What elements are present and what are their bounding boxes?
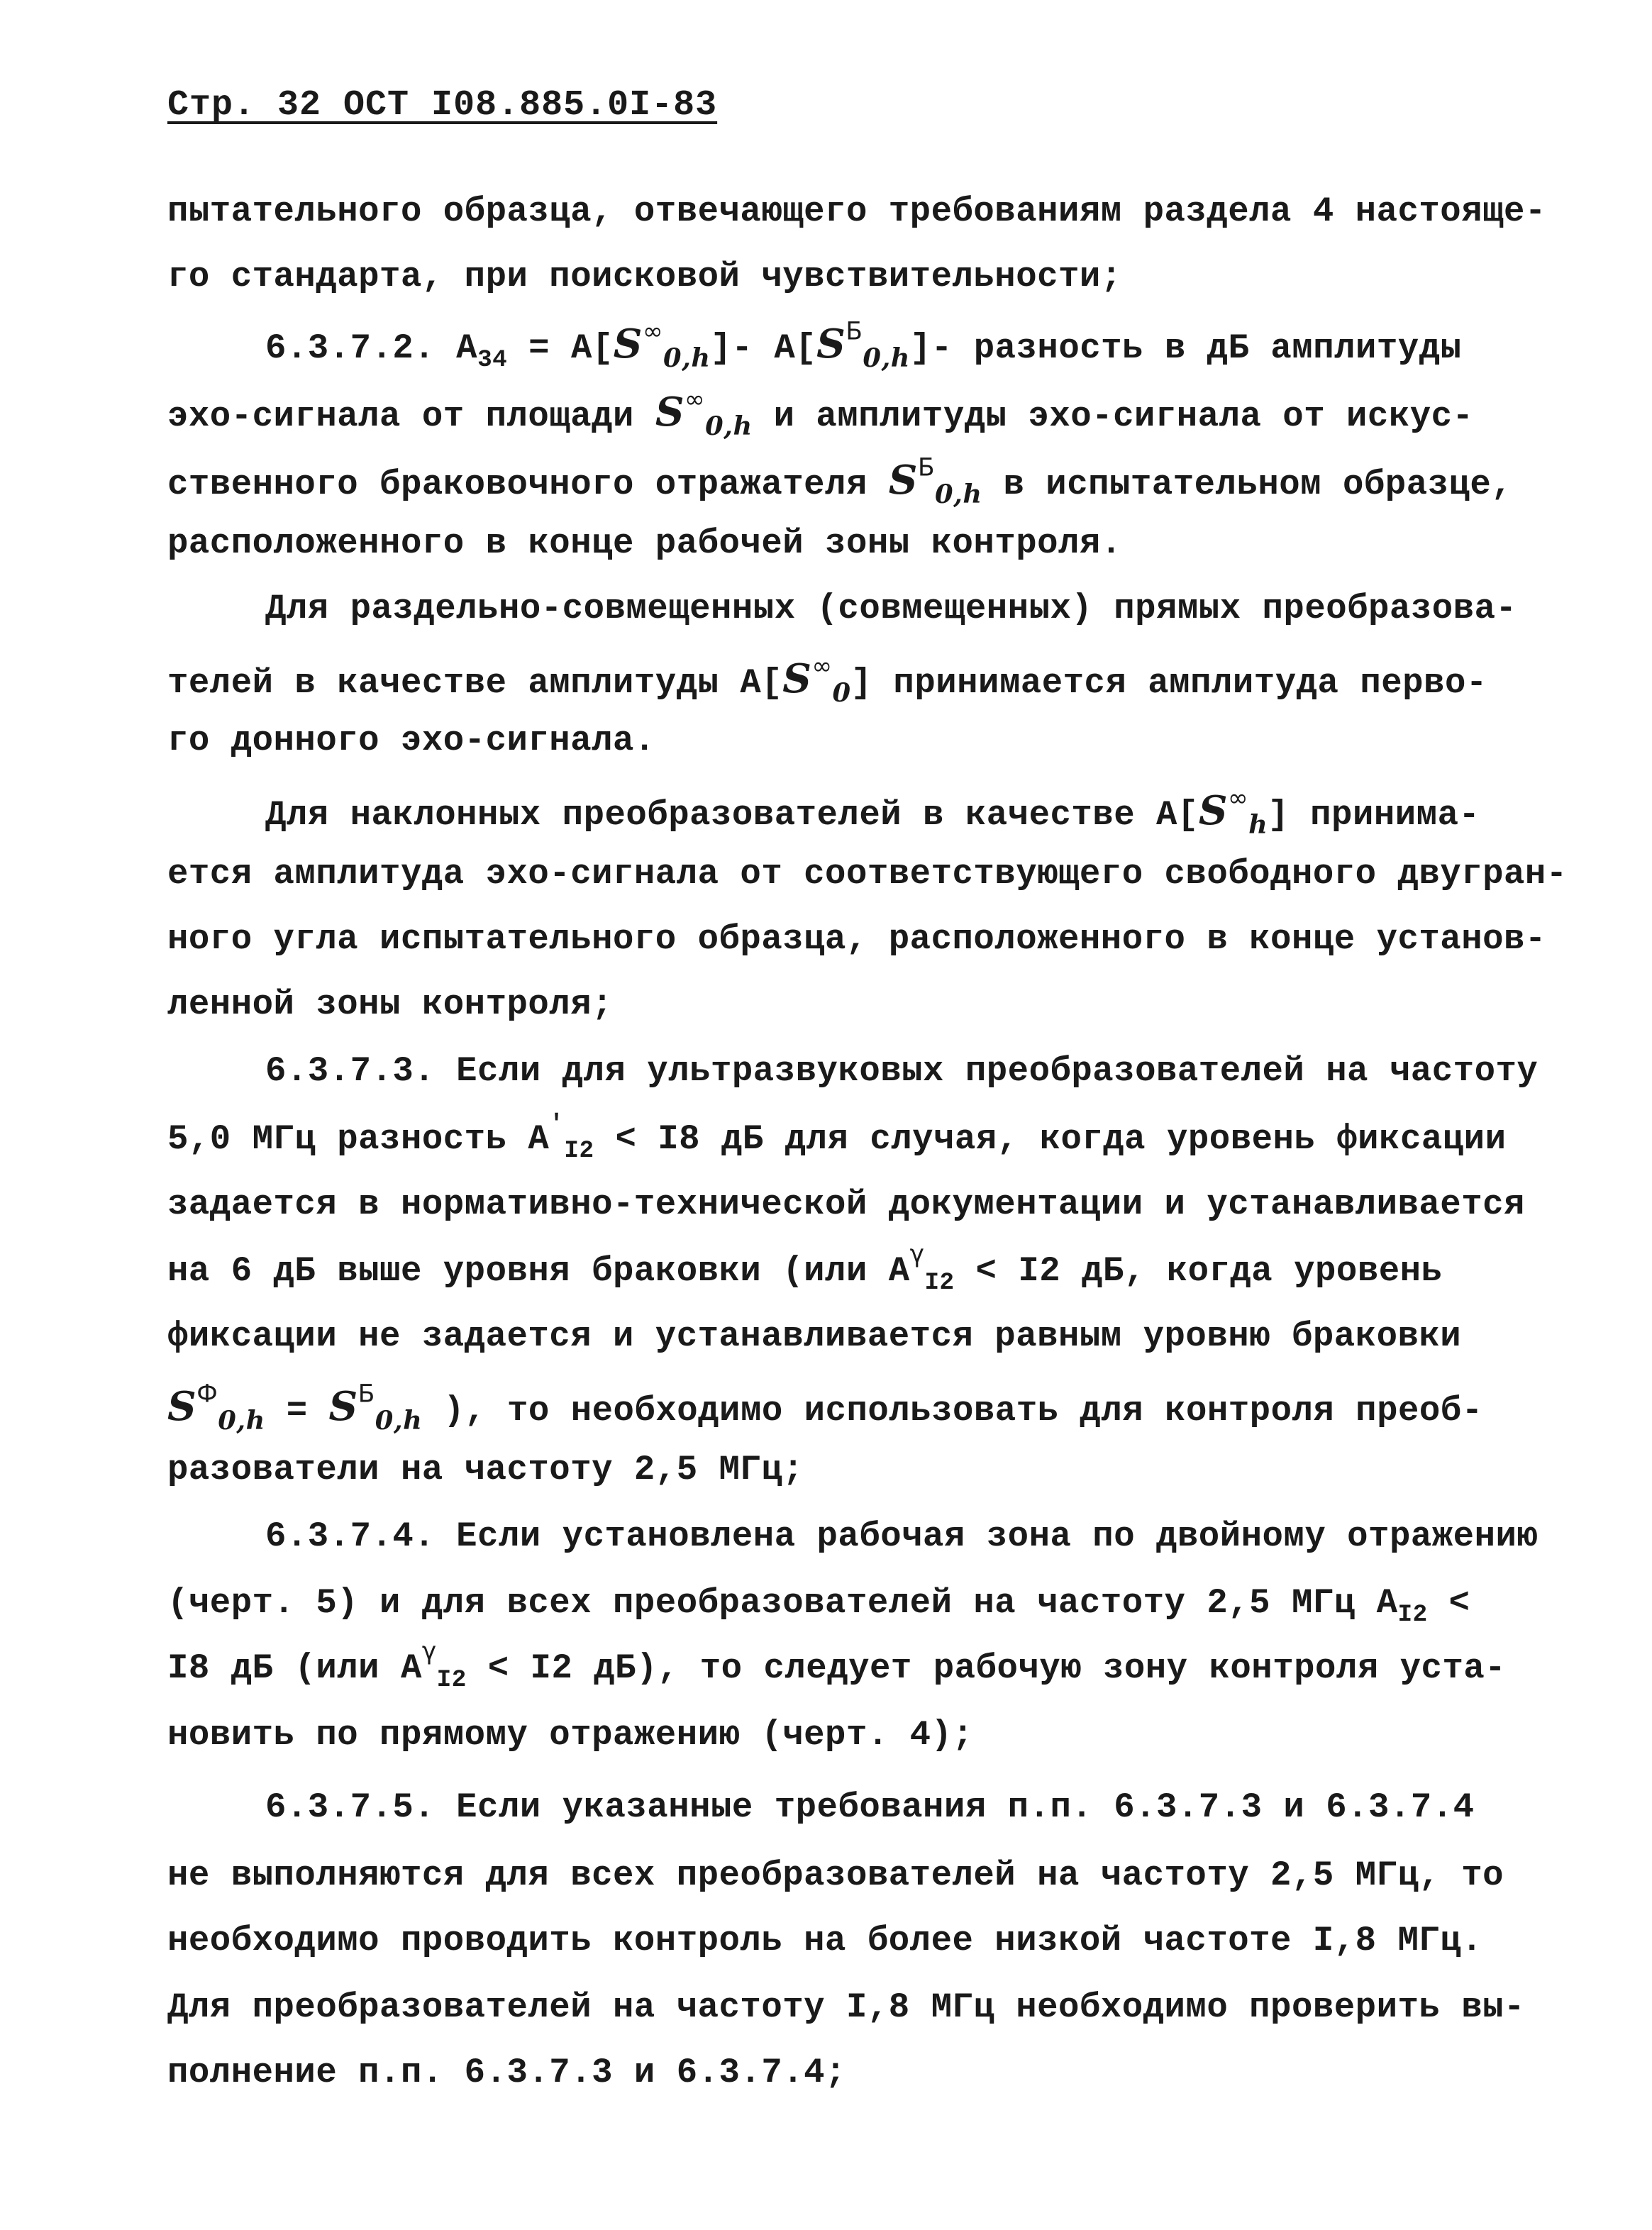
subscript: 0,h [375, 1404, 423, 1436]
text-line: го донного эхо-сигнала. [167, 721, 655, 760]
text-run: Для наклонных преобразователей в качестве A[ [265, 795, 1199, 835]
superscript: γ [421, 1637, 437, 1666]
superscript: ∞ [684, 385, 706, 414]
superscript: ∞ [1228, 784, 1249, 813]
superscript: ∞ [642, 317, 664, 346]
text-line: необходимо проводить контроль на более низкой частоте I,8 МГц. [167, 1921, 1483, 1960]
text-run: телей в качестве амплитуды A[ [167, 663, 783, 703]
text-line: ного угла испытательного образца, расположенного в конце установ- [167, 919, 1546, 959]
text-line: полнение п.п. 6.3.7.3 и 6.3.7.4; [167, 2053, 846, 2092]
text-line: ленной зоны контроля; [167, 984, 614, 1024]
text-run: = [265, 1391, 329, 1431]
superscript: γ [909, 1240, 925, 1269]
text-line [167, 1380, 1483, 1436]
subscript: I2 [924, 1269, 955, 1297]
formula-symbol: S [782, 655, 812, 702]
text-line [265, 784, 1480, 840]
superscript: Б [357, 1380, 375, 1409]
superscript: ∞ [811, 652, 833, 681]
superscript: Ф [196, 1380, 218, 1409]
text-line: Для преобразователей на частоту I,8 МГц необходимо проверить вы- [167, 1987, 1525, 2027]
subscript: 34 [477, 346, 508, 374]
text-line [167, 1583, 1470, 1629]
text-run: и амплитуды эхо-сигнала от искус- [752, 396, 1474, 436]
subscript: h [1248, 808, 1268, 840]
superscript: ' [549, 1110, 565, 1138]
formula-symbol: S [1198, 787, 1229, 834]
formula-symbol: S [328, 1383, 358, 1430]
formula-symbol: S [888, 457, 918, 504]
text-line: задается в нормативно-технической документации и устанавливается [167, 1185, 1525, 1224]
formula-symbol: S [613, 321, 643, 367]
text-line: 6.3.7.5. Если указанные требования п.п. 6.3.7.3 и 6.3.7.4 [265, 1787, 1475, 1827]
text-run: ] принимается амплитуда перво- [850, 663, 1487, 703]
text-line: разователи на частоту 2,5 МГц; [167, 1450, 804, 1490]
subscript: 0 [832, 676, 851, 708]
subscript: 0,h [863, 341, 910, 373]
text-run: 5,0 МГц разность A [167, 1119, 550, 1159]
text-run: (черт. 5) и для всех преобразователей на частоту 2,5 МГц A [167, 1583, 1398, 1623]
superscript: Б [917, 453, 935, 482]
text-run: ), то необходимо использовать для контроля преоб- [422, 1391, 1483, 1431]
text-run: 6.3.7.2. A [265, 328, 478, 368]
text-run: на 6 дБ выше уровня браковки (или A [167, 1251, 910, 1291]
text-line [167, 652, 1487, 708]
text-line: го стандарта, при поисковой чувствительности; [167, 257, 1122, 296]
text-line [167, 453, 1513, 509]
text-run: I8 дБ (или A [167, 1648, 422, 1688]
text-run: < [1427, 1583, 1470, 1623]
page-header: Стр. 32 ОСТ I08.885.0I-83 [167, 85, 718, 126]
text-line: 6.3.7.4. Если установлена рабочая зона по двойному отражению [265, 1516, 1539, 1556]
formula-symbol: S [655, 389, 685, 436]
text-run: эхо-сигнала от площади [167, 396, 655, 436]
text-line [265, 317, 1462, 374]
subscript: 0,h [663, 341, 711, 373]
text-line: ется амплитуда эхо-сигнала от соответствующего свободного двугран- [167, 854, 1568, 894]
text-line: пытательного образца, отвечающего требованиям раздела 4 настояще- [167, 192, 1546, 231]
text-run: ] принима- [1268, 795, 1480, 835]
text-line: новить по прямому отражению (черт. 4); [167, 1715, 974, 1755]
formula-symbol: S [816, 321, 846, 367]
text-line [167, 1110, 1507, 1165]
text-run: < I2 дБ, когда уровень [954, 1251, 1443, 1291]
text-line [167, 1637, 1507, 1694]
subscript: 0,h [705, 409, 753, 441]
subscript: I2 [564, 1137, 594, 1165]
text-run: ]- A[ [710, 328, 817, 368]
text-run: в испытательном образце, [982, 465, 1513, 504]
formula-symbol: S [167, 1383, 197, 1430]
text-line: Для раздельно-совмещенных (совмещенных) прямых преобразова- [265, 589, 1517, 628]
text-line [167, 1240, 1443, 1297]
text-line: расположенного в конце рабочей зоны контроля. [167, 523, 1122, 563]
text-run: < I8 дБ для случая, когда уровень фиксации [594, 1119, 1507, 1159]
text-run: ственного браковочного отражателя [167, 465, 889, 504]
text-run: ]- разность в дБ амплитуды [910, 328, 1462, 368]
text-run: = A[ [507, 328, 614, 368]
subscript: 0,h [218, 1404, 265, 1436]
subscript: I2 [1397, 1601, 1428, 1629]
subscript: I2 [436, 1666, 467, 1694]
text-run: < I2 дБ), то следует рабочую зону контроля уста- [466, 1648, 1507, 1688]
text-line: 6.3.7.3. Если для ультразвуковых преобразователей на частоту [265, 1051, 1539, 1091]
text-line: не выполняются для всех преобразователей на частоту 2,5 МГц, то [167, 1855, 1504, 1895]
superscript: Б [846, 317, 863, 346]
subscript: 0,h [935, 477, 982, 509]
text-line: фиксации не задается и устанавливается равным уровню браковки [167, 1316, 1462, 1356]
text-line [167, 385, 1474, 441]
